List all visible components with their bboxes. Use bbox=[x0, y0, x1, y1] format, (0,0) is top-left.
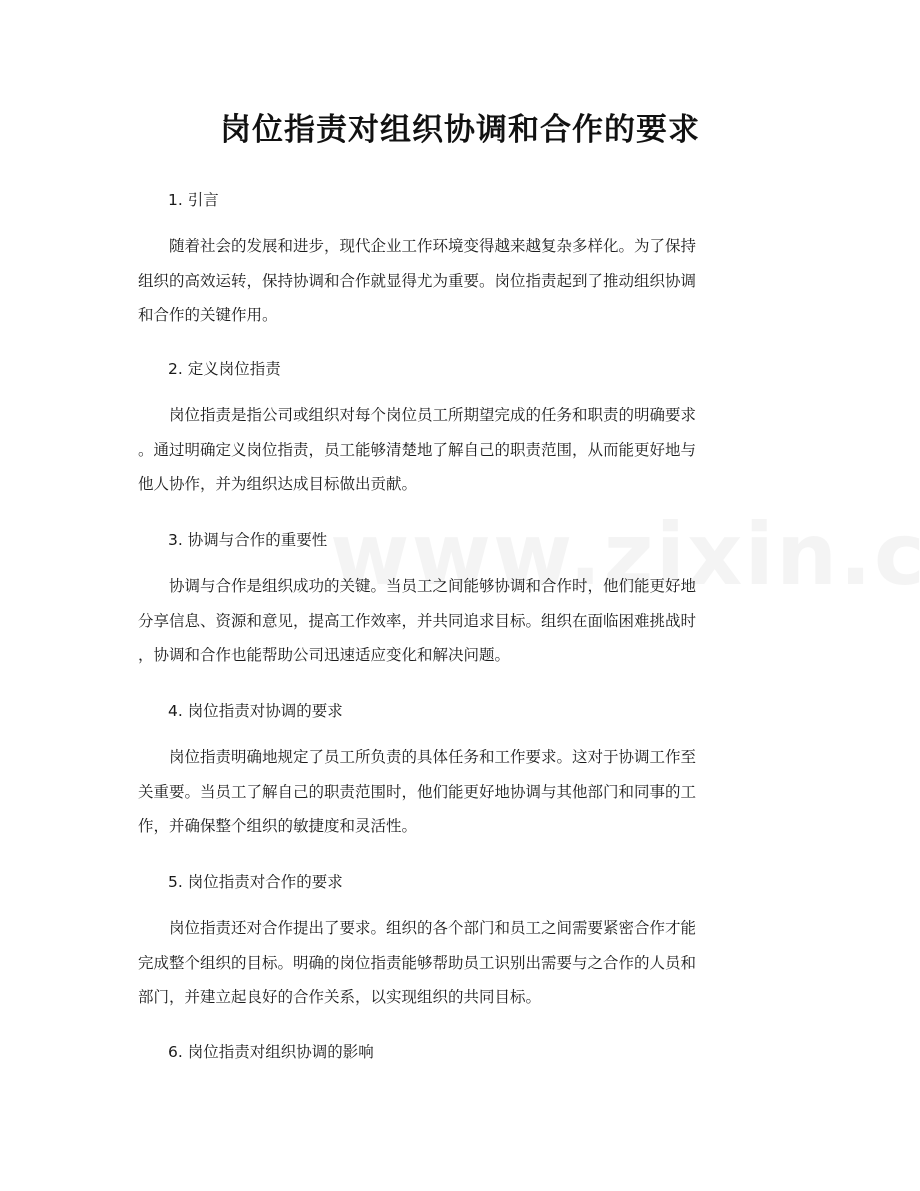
paragraph-line: 岗位指责明确地规定了员工所负责的具体任务和工作要求。这对于协调工作至 bbox=[169, 748, 697, 766]
document-title: 岗位指责对组织协调和合作的要求 bbox=[220, 112, 700, 148]
paragraph-line: 作，并确保整个组织的敏捷度和灵活性。 bbox=[138, 817, 418, 835]
paragraph-line: 关重要。当员工了解自己的职责范围时，他们能更好地协调与其他部门和同事的工 bbox=[138, 782, 697, 801]
paragraph-line: 分享信息、资源和意见，提高工作效率，并共同追求目标。组织在面临困难挑战时 bbox=[138, 611, 697, 630]
paragraph-line: 。通过明确定义岗位指责，员工能够清楚地了解自己的职责范围，从而能更好地与 bbox=[138, 440, 697, 459]
paragraph-line: 组织的高效运转，保持协调和合作就显得尤为重要。岗位指责起到了推动组织协调 bbox=[138, 271, 697, 290]
paragraph-line: 部门，并建立起良好的合作关系，以实现组织的共同目标。 bbox=[138, 988, 542, 1006]
paragraph-line: ，协调和合作也能帮助公司迅速适应变化和解决问题。 bbox=[138, 646, 511, 664]
section-heading: 2. 定义岗位指责 bbox=[168, 360, 281, 378]
section-heading: 3. 协调与合作的重要性 bbox=[168, 531, 328, 549]
paragraph-line: 和合作的关键作用。 bbox=[138, 306, 278, 324]
section-paragraph bbox=[138, 398, 788, 502]
section-paragraph bbox=[138, 740, 788, 844]
section-heading: 6. 岗位指责对组织协调的影响 bbox=[168, 1043, 374, 1061]
paragraph-line: 岗位指责是指公司或组织对每个岗位员工所期望完成的任务和职责的明确要求 bbox=[169, 406, 697, 424]
paragraph-line: 随着社会的发展和进步，现代企业工作环境变得越来越复杂多样化。为了保持 bbox=[169, 237, 697, 255]
section-paragraph bbox=[138, 229, 788, 333]
paragraph-line: 岗位指责还对合作提出了要求。组织的各个部门和员工之间需要紧密合作才能 bbox=[169, 919, 697, 937]
section-heading: 4. 岗位指责对协调的要求 bbox=[168, 702, 343, 720]
paragraph-line: 完成整个组织的目标。明确的岗位指责能够帮助员工识别出需要与之合作的人员和 bbox=[138, 953, 697, 972]
paragraph-line: 他人协作，并为组织达成目标做出贡献。 bbox=[138, 475, 418, 493]
section-heading: 1. 引言 bbox=[168, 191, 219, 209]
paragraph-line: 协调与合作是组织成功的关键。当员工之间能够协调和合作时，他们能更好地 bbox=[169, 577, 697, 595]
section-paragraph bbox=[138, 569, 788, 673]
section-paragraph bbox=[138, 911, 788, 1015]
section-heading: 5. 岗位指责对合作的要求 bbox=[168, 873, 343, 891]
